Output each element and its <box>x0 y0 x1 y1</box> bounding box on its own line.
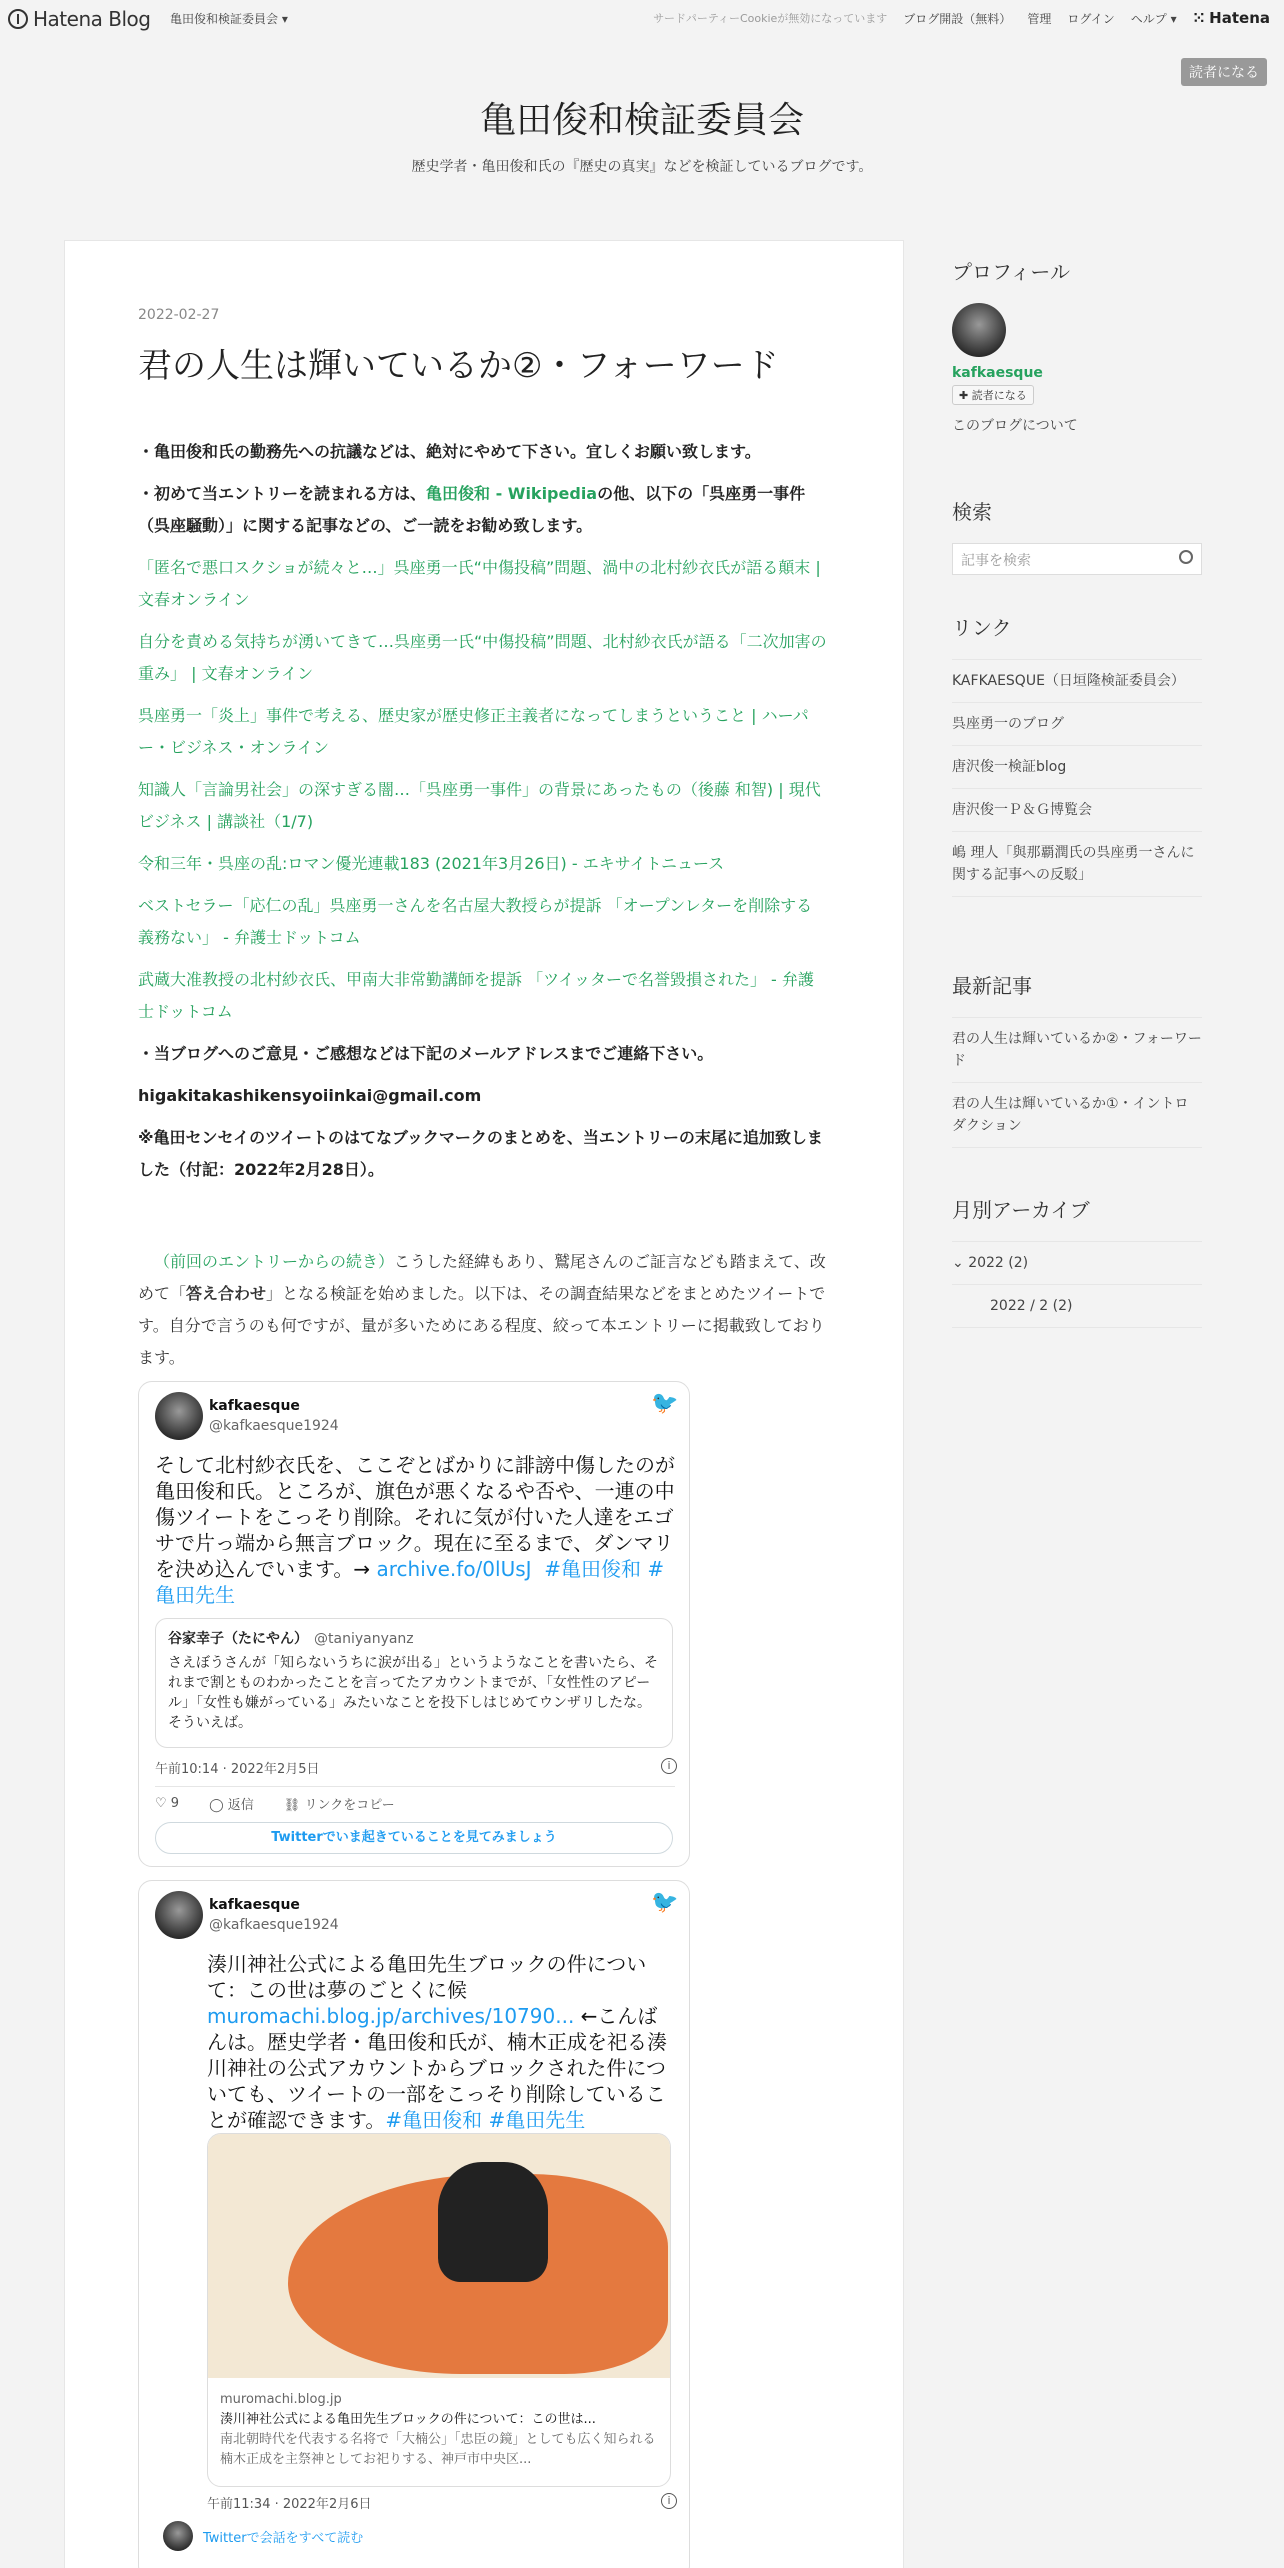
recent-heading: 最新記事 <box>952 974 1032 998</box>
tweet-body-b: ←こんばんは。歴史学者・亀田俊和氏が、楠木正成を祀る湊川神社の公式アカウントからブロックされた件についても、ツイートの一部をこっそり削除していることが確認できます。 <box>207 2004 667 2132</box>
continuation-text-a: こうした経緯もあり、鷲尾さんのご証言なども踏まえて、改めて「 <box>138 1252 826 1303</box>
card-meta <box>208 2378 670 2482</box>
top-right-nav <box>653 9 1270 27</box>
article-link-text[interactable]: ベストセラー「応仁の乱」呉座勇一さんを名古屋大教授らが提訴 「オープンレターを削除する義務ない」 - 弁護士ドットコム <box>138 896 813 947</box>
recent-section <box>952 970 1202 1148</box>
search-icon[interactable] <box>1179 550 1193 564</box>
list-item[interactable]: 呉座勇一のブログ <box>952 703 1202 746</box>
profile-subscribe-button[interactable]: ✚ 読者になる <box>952 385 1034 405</box>
contact-paragraph: ・当ブログへのご意見・ご感想などは下記のメールアドレスまでご連絡下さい。 <box>138 1044 714 1063</box>
quoted-display-name: 谷家幸子（たにやん） <box>168 1631 308 1647</box>
article-link-text[interactable]: 武蔵大准教授の北村紗衣氏、甲南大非常勤講師を提訴 「ツイッターで名誉毀損された」 - 弁護士ドットコム <box>138 970 814 1021</box>
samurai-illustration <box>438 2162 548 2282</box>
card-domain: muromachi.blog.jp <box>220 2392 342 2407</box>
logo-text: Hatena Blog <box>33 7 151 31</box>
profile-name[interactable]: kafkaesque <box>952 365 1043 381</box>
recent-list <box>952 1017 1202 1148</box>
card-image <box>208 2134 671 2378</box>
links-section <box>952 612 1202 897</box>
archive-heading: 月別アーカイブ <box>952 1198 1090 1222</box>
tweet-handle[interactable]: @kafkaesque1924 <box>209 1418 339 1434</box>
search-placeholder: 記事を検索 <box>961 553 1031 569</box>
entry-body <box>138 436 828 1384</box>
previous-entry-link[interactable]: （前回のエントリーからの続き） <box>154 1252 395 1271</box>
reply-icon: ◯ <box>209 1798 224 1813</box>
tweet-timestamp[interactable]: 午前11:34 · 2022年2月6日 <box>207 2497 372 2512</box>
links-heading: リンク <box>952 616 1012 640</box>
avatar[interactable] <box>155 1392 203 1440</box>
article-link-text[interactable]: 自分を責める気持ちが湧いてきて…呉座勇一氏“中傷投稿”問題、北村紗衣氏が語る「二次加害の重み」 | 文春オンライン <box>138 632 827 683</box>
article-link[interactable] <box>138 626 828 690</box>
entry-title[interactable]: 君の人生は輝いているか②・フォーワード <box>138 346 779 386</box>
admin-link[interactable]: 管理 <box>1027 11 1052 26</box>
link-icon: ⛓ <box>283 1798 301 1813</box>
copy-link-label: リンクをコピー <box>304 1798 395 1813</box>
hatena-menu[interactable] <box>1193 9 1270 27</box>
tweet-body-a: 湊川神社公式による亀田先生ブロックの件について：この世は夢のごとくに候 <box>207 1952 647 2002</box>
like-count: 9 <box>170 1796 180 1811</box>
tweet-display-name[interactable]: kafkaesque <box>209 1398 300 1414</box>
tweet-author-names <box>209 1396 339 1436</box>
list-item[interactable]: 嶋 理人「與那覇潤氏の呉座勇一さんに関する記事への反駁」 <box>952 832 1202 897</box>
copy-link-button[interactable] <box>284 1794 395 1813</box>
tweet-handle[interactable]: @kafkaesque1924 <box>209 1917 339 1933</box>
heart-icon: ♡ <box>155 1796 167 1811</box>
hatena-blog-logo[interactable] <box>8 7 150 31</box>
tweet-display-name[interactable]: kafkaesque <box>209 1897 300 1913</box>
article-link-text[interactable]: 知識人「言論男社会」の深すぎる闇…「呉座勇一事件」の背景にあったもの（後藤 和智) | 現代ビジネス | 講談社（1/7) <box>138 780 821 831</box>
continuation-paragraph <box>138 1246 828 1374</box>
article-link[interactable] <box>138 700 828 764</box>
twitter-bird-icon[interactable]: 🐦 <box>651 1391 679 1416</box>
archive-year-label: 2022 (2) <box>968 1255 1029 1271</box>
article-link-text[interactable]: 呉座勇一「炎上」事件で考える、歴史家が歴史修正主義者になってしまうということ | ハーパー・ビジネス・オンライン <box>138 706 809 757</box>
card-description: 南北朝時代を代表する名将で「大楠公」「忠臣の鏡」としても広く知られる楠木正成を主祭神としてお祀りする、神戸市中央区... <box>220 2432 656 2467</box>
addendum-paragraph: ※亀田センセイのツイートのはてなブックマークのまとめを、当エントリーの末尾に追加致しました（付記：2022年2月28日）。 <box>138 1128 823 1179</box>
avatar <box>163 2521 193 2551</box>
reply-button[interactable] <box>209 1794 254 1813</box>
embedded-tweet[interactable] <box>138 1880 690 2568</box>
search-section <box>952 496 1202 575</box>
archive-list <box>952 1241 1202 1328</box>
profile-section <box>952 256 1202 435</box>
list-item[interactable]: KAFKAESQUE（日垣隆検証委員会） <box>952 660 1202 703</box>
avatar[interactable] <box>952 303 1006 357</box>
blog-title[interactable]: 亀田俊和検証委員会 <box>479 100 804 141</box>
tweet-text <box>207 1951 677 2133</box>
read-conversation-link[interactable] <box>163 2521 363 2551</box>
article-link[interactable] <box>138 848 828 880</box>
blog-selector[interactable]: 亀田俊和検証委員会 ▾ <box>170 12 288 26</box>
tweet-hashtags[interactable]: #亀田俊和 #亀田先生 <box>385 2108 586 2132</box>
article-link-text[interactable]: 令和三年・呉座の乱:ロマン優光連載183 (2021年3月26日) - エキサイトニュース <box>138 854 725 873</box>
quoted-tweet[interactable] <box>155 1618 673 1748</box>
archive-year[interactable] <box>952 1242 1202 1285</box>
tweet-link[interactable]: muromachi.blog.jp/archives/10790... <box>207 2004 575 2028</box>
blog-description: 歴史学者・亀田俊和氏の『歴史の真実』などを検証しているブログです。 <box>411 159 873 175</box>
hatena-grid-icon: ⁙ <box>1192 9 1206 27</box>
chevron-down-icon[interactable]: ⌄ <box>952 1255 964 1271</box>
embedded-tweet[interactable] <box>138 1381 690 1867</box>
intro-paragraph <box>138 478 828 542</box>
contact-email: higakitakashikensyoiinkai@gmail.com <box>138 1086 482 1105</box>
list-item[interactable]: 唐沢俊一検証blog <box>952 746 1202 789</box>
continuation-bold: 答え合わせ <box>186 1284 267 1303</box>
tweet-author-names <box>209 1895 339 1935</box>
reply-label: 返信 <box>227 1798 254 1813</box>
explore-twitter-button[interactable]: Twitterでいま起きていることを見てみましょう <box>155 1822 673 1854</box>
tweet-body: そして北村紗衣氏を、ここぞとばかりに誹謗中傷したのが亀田俊和氏。ところが、旗色が悪くなるや否や、一連の中傷ツイートをこっそり削除。それに気が付いた人達をエゴサで片っ端から無言ブロック。現在に至るまで、ダンマリを決め込んでいます。→ <box>155 1453 675 1581</box>
login-link[interactable]: ログイン <box>1067 11 1115 26</box>
list-item[interactable]: 君の人生は輝いているか②・フォーワード <box>952 1018 1202 1083</box>
article-link-text[interactable]: 「匿名で悪口スクショが続々と…」呉座勇一氏“中傷投稿”問題、渦中の北村紗衣氏が語る顛末 | 文春オンライン <box>138 558 821 609</box>
archive-section <box>952 1194 1202 1328</box>
about-blog-link[interactable]: このブログについて <box>952 418 1078 434</box>
read-conversation-label: Twitterで会話をすべて読む <box>203 2530 364 2546</box>
tweet-author[interactable] <box>155 1891 339 1939</box>
quoted-tweet-text: さえぼうさんが「知らないうちに涙が出る」というようなことを書いたら、それまで割とものわかったことを言ってたアカウントまでが、「女性性のアピール」「女性も嫌がっている」みたいなことを投下しはじめてウンザリしたな。そういえば。 <box>168 1655 658 1731</box>
profile-heading: プロフィール <box>952 260 1070 284</box>
tweet-text <box>155 1452 675 1608</box>
help-label: ヘルプ <box>1130 11 1167 26</box>
tweet-link[interactable]: archive.fo/0lUsJ <box>376 1557 532 1581</box>
continuation-text-b: 」となる検証を始めました。以下は、その調査結果などをまとめたツイートです。自分で言うのも何ですが、量が多いためにある程度、絞って本エントリーに掲載致しております。 <box>138 1284 826 1367</box>
wikipedia-link[interactable]: 亀田俊和 - Wikipedia <box>426 484 598 503</box>
archive-month[interactable]: 2022 / 2 (2) <box>952 1285 1202 1328</box>
help-menu[interactable]: ヘルプ ▾ <box>1130 11 1177 26</box>
article-link[interactable] <box>138 774 828 838</box>
tweet-actions <box>155 1786 675 1820</box>
article-link[interactable] <box>138 890 828 954</box>
like-button[interactable] <box>155 1796 179 1811</box>
list-item[interactable]: 唐沢俊一Ｐ＆Ｇ博覧会 <box>952 789 1202 832</box>
top-bar <box>0 0 1284 36</box>
profile-subscribe-label: 読者になる <box>971 389 1027 402</box>
hatena-label: Hatena <box>1209 9 1270 27</box>
notice-paragraph: ・亀田俊和氏の勤務先への抗議などは、絶対にやめて下さい。宜しくお願い致します。 <box>138 442 761 461</box>
hatena-logo-icon <box>8 9 28 29</box>
search-heading: 検索 <box>952 500 992 524</box>
tweet-hashtags[interactable]: #亀田俊和 #亀田先生 <box>155 1557 665 1607</box>
quoted-handle: @taniyanyanz <box>314 1631 414 1647</box>
entry-date[interactable]: 2022-02-27 <box>138 307 220 323</box>
intro-text-a: ・初めて当エントリーを読まれる方は、 <box>138 484 427 503</box>
blog-selector-label: 亀田俊和検証委員会 <box>170 12 279 26</box>
intro-text-b: の他、以下の「呉座勇一事件（呉座騒動）」に関する記事などの、ご一読をお勧め致します。 <box>138 484 806 535</box>
cookie-notice[interactable]: サードパーティーCookieが無効になっています <box>653 12 888 25</box>
link-card[interactable] <box>207 2133 671 2487</box>
quoted-tweet-author <box>168 1629 660 1649</box>
twitter-bird-icon[interactable]: 🐦 <box>651 1890 679 1915</box>
subscribe-button[interactable]: 読者になる <box>1181 58 1267 86</box>
avatar[interactable] <box>155 1891 203 1939</box>
list-item[interactable]: 君の人生は輝いているか①・イントロダクション <box>952 1083 1202 1148</box>
tweet-author[interactable] <box>155 1392 339 1440</box>
search-input[interactable] <box>952 543 1202 575</box>
info-icon[interactable]: i <box>661 1758 677 1774</box>
info-icon[interactable]: i <box>661 2493 677 2509</box>
article-link[interactable] <box>138 552 828 616</box>
links-list <box>952 659 1202 897</box>
article-link[interactable] <box>138 964 828 1028</box>
tweet-timestamp[interactable]: 午前10:14 · 2022年2月5日 <box>155 1762 320 1777</box>
card-title: 湊川神社公式による亀田先生ブロックの件について：この世は... <box>220 2412 596 2427</box>
open-blog-link[interactable]: ブログ開設（無料） <box>903 11 1012 26</box>
